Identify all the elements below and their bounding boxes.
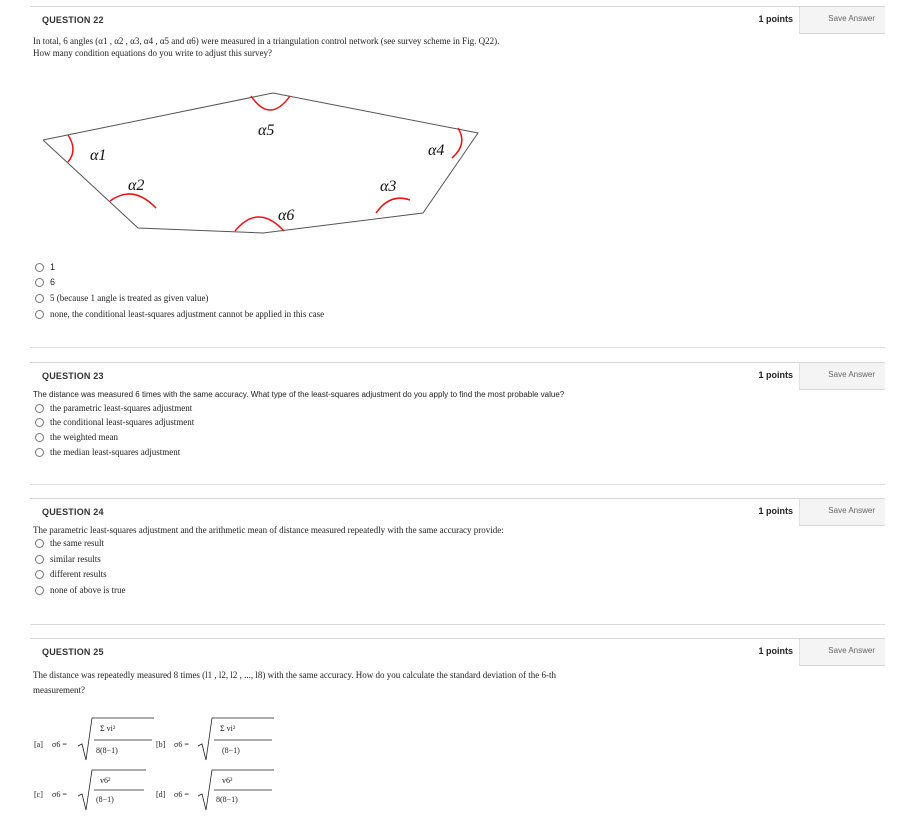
label-alpha-4: α4 [428,142,445,159]
formula-numerator: v6² [222,776,233,785]
option-label: 1 [50,262,56,272]
formula-numerator: Σ vi² [220,724,236,733]
option-label: the weighted mean [50,432,118,442]
radio-button[interactable] [35,310,44,319]
option-label: 6 [50,277,56,287]
arc-alpha-4 [452,128,462,158]
question-25-title: QUESTION 25 [42,647,104,657]
question-25-text-1: The distance was repeatedly measured 8 times (l1 , l2, l2 , ..., l8) with the same accuracy. How do you calculate the standard deviation of the 6-th [33,670,556,680]
label-alpha-5: α5 [258,122,275,139]
radio-button[interactable] [35,433,44,442]
question-24-save-panel [799,499,885,526]
q23-option-4[interactable] [35,445,180,459]
question-23-title: QUESTION 23 [42,371,104,381]
question-25-header [30,638,885,665]
arc-alpha-2 [110,194,156,208]
option-label: 5 (because 1 angle is treated as given value) [50,293,209,303]
q23-option-2[interactable] [35,415,194,429]
question-25-text-2: measurement? [33,685,85,695]
formula-b[interactable] [156,716,276,762]
question-22-save-panel [799,7,885,34]
divider [30,347,885,348]
label-alpha-2: α2 [128,177,145,194]
question-22-text-1: In total, 6 angles (α1 , α2 , α3, α4 , α5 and α6) were measured in a triangulation control network (see survey scheme in Fig. Q22). [33,36,500,46]
q22-option-2[interactable] [35,275,55,289]
question-24-title: QUESTION 24 [42,507,104,517]
radio-button[interactable] [35,570,44,579]
formula-a[interactable] [34,716,154,762]
formula-tag: [c] [34,790,43,799]
formula-denominator: (8−1) [96,795,114,804]
radio-button[interactable] [35,404,44,413]
formula-d[interactable] [156,768,276,812]
formula-lhs: σ6 = [174,740,189,749]
formula-tag: [b] [156,740,166,749]
question-25-save-panel [799,639,885,666]
formula-c[interactable] [34,768,154,812]
q24-option-3[interactable] [35,567,107,581]
q23-option-1[interactable] [35,401,192,415]
divider [30,484,885,485]
formula-lhs: σ6 = [174,790,189,799]
question-23-save-button[interactable]: Save Answer [828,370,875,379]
radio-button[interactable] [35,539,44,548]
formula-denominator: 8(8−1) [96,746,118,755]
question-22-text-2: How many condition equations do you write to adjust this survey? [33,48,272,58]
radio-button[interactable] [35,418,44,427]
option-label: the same result [50,538,104,548]
triangulation-figure [38,88,500,248]
question-25-points: 1 points [758,646,793,656]
q24-option-2[interactable] [35,552,101,566]
question-23-save-panel [799,363,885,390]
formula-tag: [d] [156,790,166,799]
sqrt-symbol [76,716,156,762]
arc-alpha-1 [68,135,73,162]
radio-button[interactable] [35,448,44,457]
question-24-save-button[interactable]: Save Answer [828,506,875,515]
option-label: the parametric least-squares adjustment [50,403,193,413]
network-outline [43,93,478,233]
question-22-save-button[interactable]: Save Answer [828,14,875,23]
radio-button[interactable] [35,278,44,287]
divider [30,624,885,625]
radio-button[interactable] [35,294,44,303]
formula-denominator: 8(8−1) [216,795,238,804]
question-23-text: The distance was measured 6 times with the same accuracy. What type of the least-squares adjustment do you apply to find the most probable value? [33,390,565,399]
formula-numerator: v6² [100,776,111,785]
label-alpha-1: α1 [90,147,107,164]
question-24-points: 1 points [758,506,793,516]
sqrt-symbol [76,768,148,812]
q24-option-4[interactable] [35,583,125,597]
sqrt-symbol [196,716,276,762]
q22-option-4[interactable] [35,307,324,321]
q24-option-1[interactable] [35,536,104,550]
option-label: none of above is true [50,585,126,595]
q22-option-3[interactable] [35,291,208,305]
option-label: none, the conditional least-squares adjustment cannot be applied in this case [50,309,325,319]
formula-tag: [a] [34,740,43,749]
arc-alpha-3 [376,198,410,213]
formula-denominator: (8−1) [222,746,240,755]
label-alpha-6: α6 [278,207,295,224]
question-24-header [30,498,885,525]
question-24-text: The parametric least-squares adjustment and the arithmetic mean of distance measured repeatedly with the same accuracy provide: [33,525,504,535]
arc-alpha-5 [251,96,290,110]
option-label: different results [50,569,107,579]
option-label: similar results [50,554,101,564]
question-22-title: QUESTION 22 [42,15,104,25]
formula-lhs: σ6 = [52,790,67,799]
radio-button[interactable] [35,555,44,564]
question-25-save-button[interactable]: Save Answer [828,646,875,655]
formula-numerator: Σ vi² [100,724,116,733]
question-23-points: 1 points [758,370,793,380]
question-22-header [30,6,885,33]
option-label: the median least-squares adjustment [50,447,181,457]
question-22-points: 1 points [758,14,793,24]
arc-alpha-6 [235,217,284,231]
q23-option-3[interactable] [35,430,118,444]
q22-option-1[interactable] [35,260,55,274]
radio-button[interactable] [35,263,44,272]
radio-button[interactable] [35,586,44,595]
formula-lhs: σ6 = [52,740,67,749]
question-23-header [30,362,885,389]
sqrt-symbol [196,768,276,812]
option-label: the conditional least-squares adjustment [50,417,195,427]
label-alpha-3: α3 [380,178,397,195]
